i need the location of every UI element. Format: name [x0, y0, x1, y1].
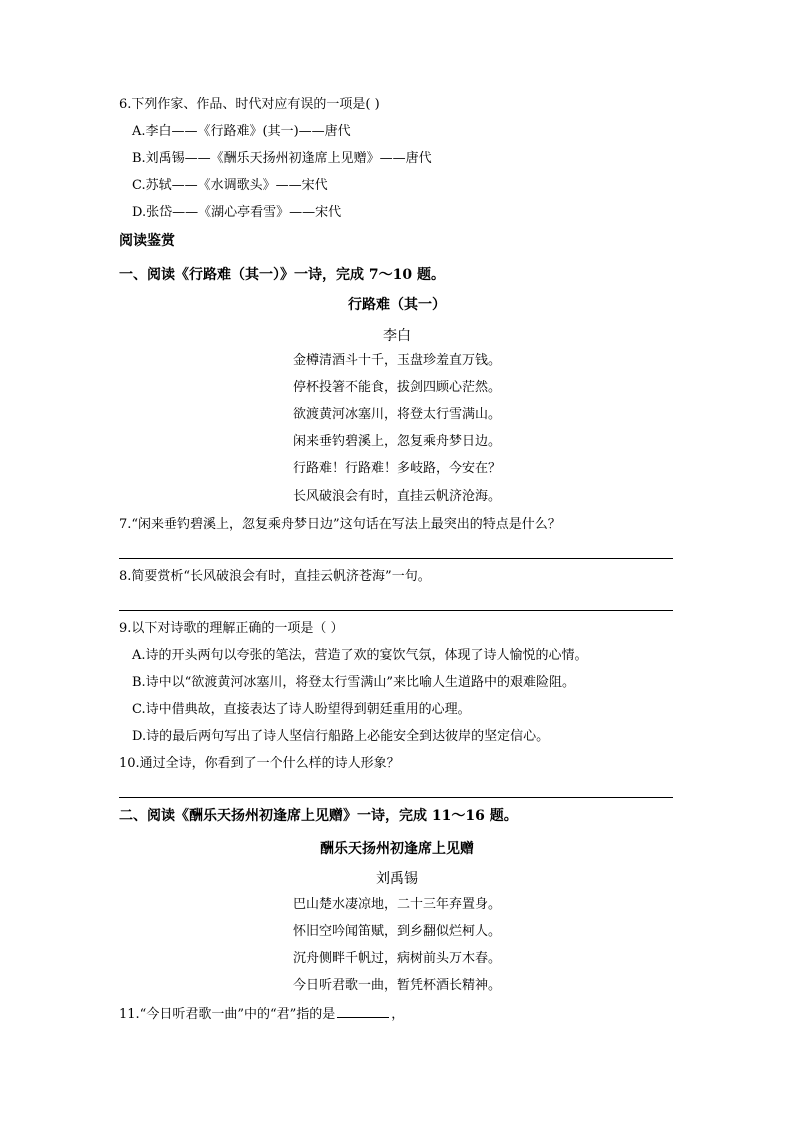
- poem2-line-2: 怀旧空吟闻笛赋，到乡翻似烂柯人。: [292, 924, 501, 939]
- answer-line-q8[interactable]: [119, 610, 673, 611]
- q9-option-d: D.诗的最后两句写出了诗人坚信行船路上必能安全到达彼岸的坚定信心。: [132, 729, 550, 744]
- question-9-stem: 9.以下对诗歌的理解正确的一项是（ ）: [119, 621, 344, 636]
- poem2-title: 酬乐天扬州初逢席上见赠: [320, 841, 474, 857]
- q6-option-b: B.刘禹锡——《酬乐天扬州初逢席上见赠》——唐代: [132, 151, 432, 166]
- poem2-line-3: 沉舟侧畔千帆过，病树前头万木春。: [292, 951, 501, 966]
- poem1-line-2: 停杯投箸不能食，拔剑四顾心茫然。: [292, 380, 501, 395]
- poem1-line-6: 长风破浪会有时，直挂云帆济沧海。: [292, 489, 501, 504]
- poem1-author: 李白: [383, 328, 411, 344]
- q6-option-c: C.苏轼——《水调歌头》——宋代: [132, 178, 328, 193]
- question-11: [119, 1005, 404, 1024]
- poem1-line-5: 行路难！行路难！多岐路，今安在？: [292, 461, 501, 476]
- poem1-line-4: 闲来垂钓碧溪上，忽复乘舟梦日边。: [292, 434, 501, 449]
- answer-line-q10[interactable]: [119, 797, 673, 798]
- poem2-line-4: 今日听君歌一曲，暂凭杯酒长精神。: [292, 978, 501, 993]
- answer-blank-q11[interactable]: [337, 1005, 389, 1018]
- section-heading-reading: 阅读鉴赏: [119, 233, 175, 249]
- question-11-punct: ，: [391, 1007, 405, 1022]
- q9-option-c: C.诗中借典故，直接表达了诗人盼望得到朝廷重用的心理。: [132, 702, 471, 717]
- q9-option-b: B.诗中以“欲渡黄河冰塞川，将登太行雪满山”来比喻人生道路中的艰难险阻。: [132, 675, 575, 690]
- question-11-text: 11.“今日听君歌一曲”中的“君”指的是: [119, 1007, 336, 1022]
- poem1-line-3: 欲渡黄河冰塞川，将登太行雪满山。: [292, 407, 501, 422]
- poem1-line-1: 金樽清酒斗十千，玉盘珍羞直万钱。: [292, 353, 501, 368]
- question-8: 8.简要赏析“长风破浪会有时，直挂云帆济苍海”一句。: [119, 569, 431, 584]
- part2-intro: 二、阅读《酬乐天扬州初逢席上见赠》一诗，完成 11～16 题。: [119, 808, 518, 824]
- poem1-title: 行路难（其一）: [348, 297, 446, 313]
- question-7: 7.“闲来垂钓碧溪上，忽复乘舟梦日边”这句话在写法上最突出的特点是什么？: [119, 517, 561, 532]
- part1-intro: 一、阅读《行路难（其一）》一诗，完成 7～10 题。: [119, 267, 445, 283]
- poem2-line-1: 巴山楚水凄凉地，二十三年弃置身。: [292, 897, 501, 912]
- q9-option-a: A.诗的开头两句以夸张的笔法，营造了欢的宴饮气氛，体现了诗人愉悦的心情。: [132, 648, 588, 663]
- question-6-stem: 6.下列作家、作品、时代对应有误的一项是( ): [119, 97, 380, 112]
- poem2-author: 刘禹锡: [376, 871, 418, 887]
- question-10: 10.通过全诗，你看到了一个什么样的诗人形象？: [119, 756, 400, 771]
- answer-line-q7[interactable]: [119, 558, 673, 559]
- q6-option-d: D.张岱——《湖心亭看雪》——宋代: [132, 205, 342, 220]
- q6-option-a: A.李白——《行路难》(其一)——唐代: [132, 124, 351, 139]
